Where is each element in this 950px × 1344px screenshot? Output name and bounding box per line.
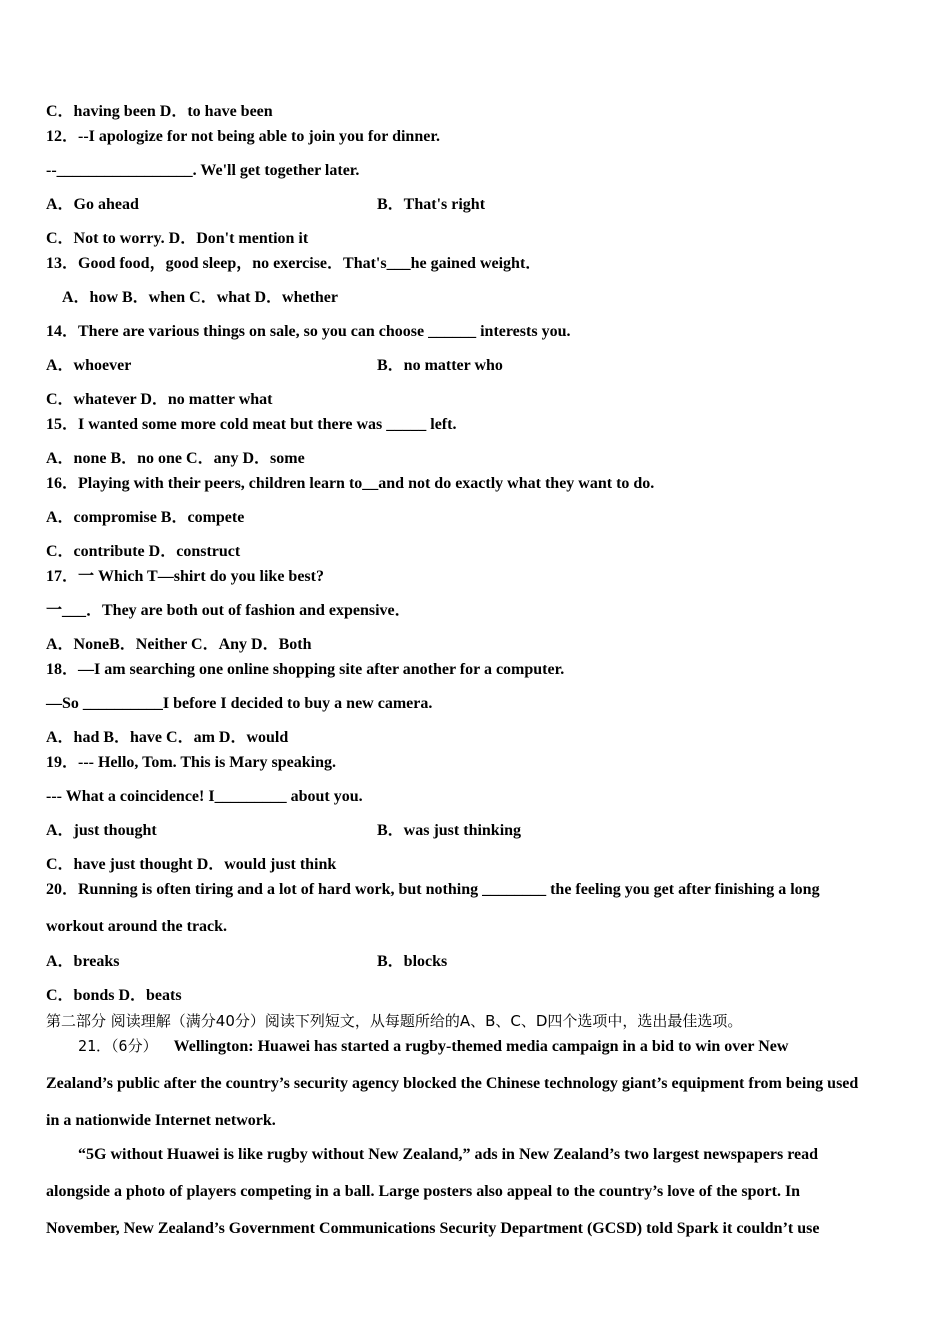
q19-options-cd: C．have just thought D．would just think xyxy=(46,856,337,873)
q13-question: 13．Good food，good sleep，no exercise．That's___he gained weight． xyxy=(46,255,542,272)
q17-question: 17．一 Which T—shirt do you like best? xyxy=(46,568,324,585)
section-heading: 第二部分 阅读理解（满分40分）阅读下列短文，从每题所给的A、B、C、D四个选项中，选出最佳选项。 xyxy=(46,1012,743,1030)
question-number: 21．（6分） xyxy=(78,1037,158,1055)
q19-option-b: B．was just thinking xyxy=(377,822,522,839)
passage-line-1 xyxy=(78,1037,788,1056)
q12-options-cd: C．Not to worry. D．Don't mention it xyxy=(46,230,309,247)
q12-option-a: A．Go ahead xyxy=(46,196,139,213)
q12-dialogue: --_________________. We'll get together later. xyxy=(46,162,360,179)
q19-dialogue: --- What a coincidence! I_________ about you. xyxy=(46,788,363,805)
q12-option-b: B．That's right xyxy=(377,196,486,213)
q12-question: 12．--I apologize for not being able to join you for dinner. xyxy=(46,128,440,145)
q18-dialogue: —So __________I before I decided to buy a new camera. xyxy=(46,695,433,712)
q19-question: 19．--- Hello, Tom. This is Mary speaking. xyxy=(46,754,336,771)
q20-option-b: B．blocks xyxy=(377,953,448,970)
q17-dialogue: 一___．They are both out of fashion and expensive． xyxy=(46,602,411,619)
q19-option-a: A．just thought xyxy=(46,822,157,839)
q15-options: A．none B．no one C．any D．some xyxy=(46,450,305,467)
q14-option-b: B．no matter who xyxy=(377,357,503,374)
q16-options-cd: C．contribute D．construct xyxy=(46,543,241,560)
q20-options-cd: C．bonds D．beats xyxy=(46,987,182,1004)
q14-question: 14．There are various things on sale, so you can choose ______ interests you. xyxy=(46,323,571,340)
passage-line-2: Zealand’s public after the country’s security agency blocked the Chinese technology giant’s equipment from being used xyxy=(46,1075,859,1092)
q15-question: 15．I wanted some more cold meat but there was _____ left. xyxy=(46,416,457,433)
passage-line-4: “5G without Huawei is like rugby without New Zealand,” ads in New Zealand’s two largest newspapers read xyxy=(78,1146,819,1163)
q16-question: 16．Playing with their peers, children learn to__and not do exactly what they want to do. xyxy=(46,475,655,492)
q20-question-cont: workout around the track. xyxy=(46,918,228,935)
q20-option-a: A．breaks xyxy=(46,953,120,970)
q17-options: A．NoneB．Neither C．Any D．Both xyxy=(46,636,312,653)
passage-line-6: November, New Zealand’s Government Communications Security Department (GCSD) told Spark it couldn’t use xyxy=(46,1220,820,1237)
passage-line-3: in a nationwide Internet network. xyxy=(46,1112,276,1129)
q16-options-ab: A．compromise B．compete xyxy=(46,509,245,526)
q13-options: A．how B．when C．what D．whether xyxy=(62,289,339,306)
q14-option-a: A．whoever xyxy=(46,357,132,374)
q20-question: 20．Running is often tiring and a lot of hard work, but nothing ________ the feeling you get after finishing a long xyxy=(46,881,820,898)
q14-options-cd: C．whatever D．no matter what xyxy=(46,391,273,408)
q18-options: A．had B．have C．am D．would xyxy=(46,729,289,746)
q18-question: 18．—I am searching one online shopping site after another for a computer. xyxy=(46,661,565,678)
q11-options-cd: C．having been D．to have been xyxy=(46,103,273,120)
passage-line-5: alongside a photo of players competing in a ball. Large posters also appeal to the country’s love of the sport. In xyxy=(46,1183,801,1200)
passage-text: Wellington: Huawei has started a rugby-themed media campaign in a bid to win over New xyxy=(173,1038,789,1055)
